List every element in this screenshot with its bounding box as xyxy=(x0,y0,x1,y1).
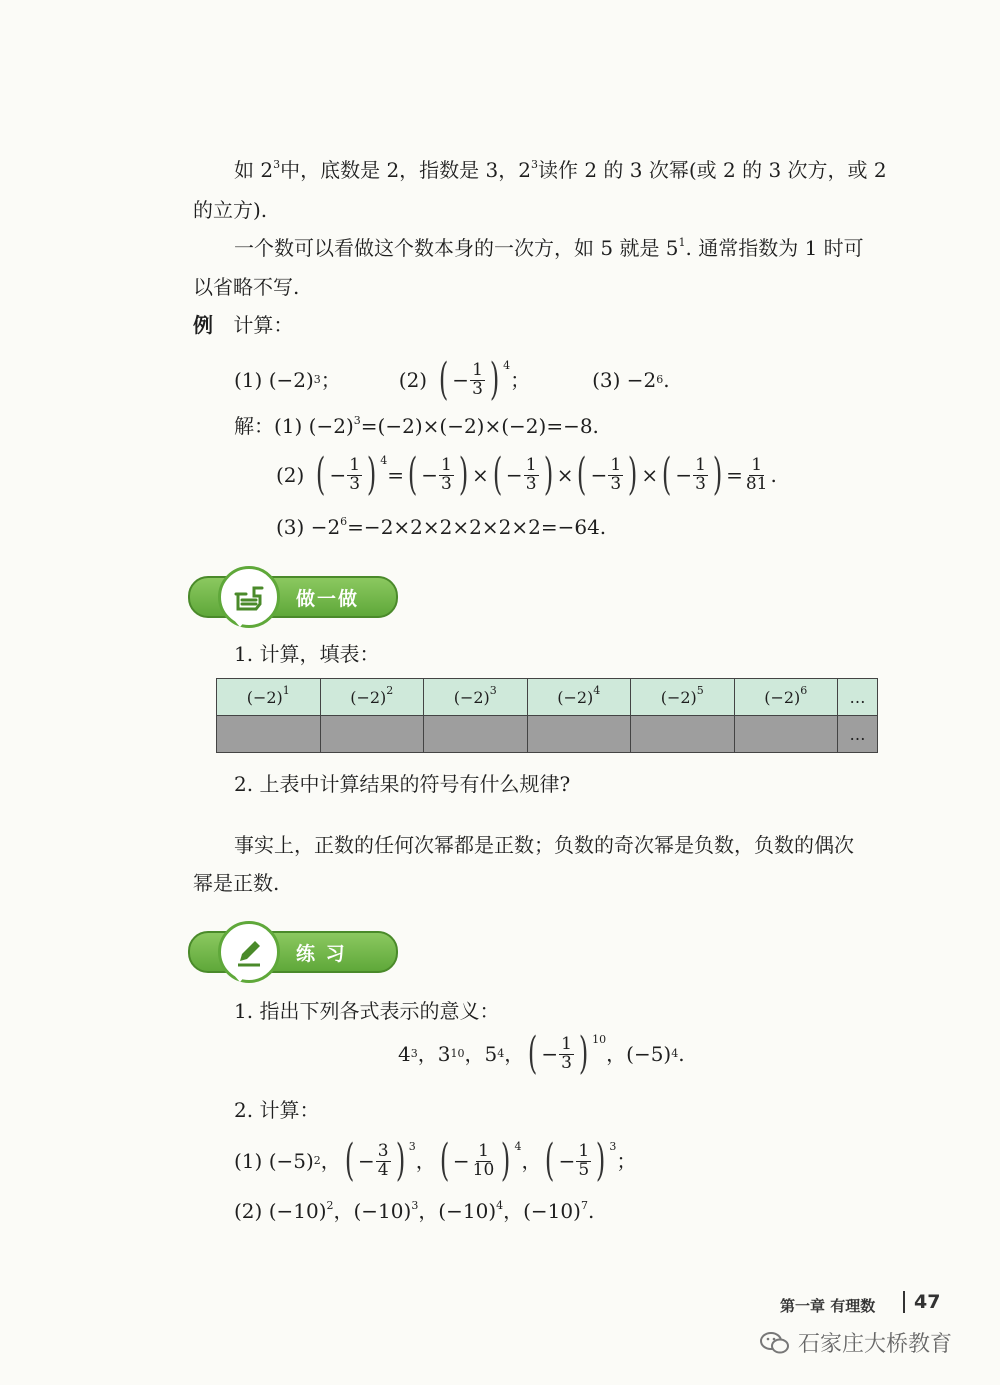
text: . xyxy=(587,1199,595,1223)
watermark-text: 石家庄大桥教育 xyxy=(798,1332,953,1357)
exp: 7 xyxy=(580,1199,588,1212)
term: ( − $\frac{1}{3}$ ) xyxy=(577,449,638,500)
table-cell: … xyxy=(838,679,878,716)
problem-1: (1) (−2) xyxy=(234,368,314,392)
page-number: 47 xyxy=(914,1291,941,1313)
exp: 4 xyxy=(496,1199,504,1212)
table-cell xyxy=(734,716,838,753)
banner-practice xyxy=(188,929,396,973)
text: =−2×2×2×2×2×2=−64. xyxy=(347,515,607,539)
text: (2) (−10) xyxy=(234,1199,327,1223)
exp: 6 xyxy=(340,515,348,528)
text: ，5 xyxy=(464,1042,498,1066)
text: 如 2 xyxy=(234,158,274,182)
pencil-icon xyxy=(218,921,280,983)
text: 中，底数是 2，指数是 3，2 xyxy=(280,158,531,182)
hand-icon xyxy=(218,566,280,628)
text: ，(−10) xyxy=(503,1199,581,1223)
intro-line-3 xyxy=(234,238,864,258)
intro-line-2: 的立方). xyxy=(193,198,268,222)
banner-label: 练 习 xyxy=(296,943,347,965)
wechat-icon xyxy=(760,1331,790,1355)
table-cell xyxy=(631,716,735,753)
example-problems: (1) (−2) 3 ； (2) ( − $\frac{1}{3}$ ) 4 ； (3) −2 6 . xyxy=(234,354,670,405)
banner-pointer xyxy=(233,974,247,982)
exp: 4 xyxy=(503,359,511,372)
text: 4 xyxy=(398,1042,411,1066)
expr-fraction-power: ( − $\frac{1}{10}$ ) 4 xyxy=(439,1135,522,1186)
footer-divider xyxy=(903,1291,905,1313)
term: ( − $\frac{1}{3}$ ) xyxy=(662,449,723,500)
chapter-title: 第一章 有理数 xyxy=(780,1297,876,1315)
text: 一个数可以看做这个数本身的一次方，如 5 就是 5 xyxy=(234,236,679,260)
table-cell: $(-2)^5$ xyxy=(631,679,735,716)
table-cell: $(-2)^2$ xyxy=(320,679,424,716)
intro-line-1 xyxy=(234,160,887,180)
problem-3: (3) −2 xyxy=(592,368,657,392)
text: 读作 2 的 3 次幂(或 2 的 3 次方，或 2 xyxy=(537,158,887,182)
text: =(−2)×(−2)×(−2)=−8. xyxy=(360,414,599,438)
table-row xyxy=(217,716,878,753)
exp: 3 xyxy=(273,158,281,171)
watermark xyxy=(760,1327,952,1358)
practice-q1: 1. 指出下列各式表示的意义： xyxy=(234,999,500,1023)
table-cell: $(-2)^4$ xyxy=(527,679,631,716)
term: ( − $\frac{1}{3}$ ) xyxy=(407,449,469,500)
text: ，(−10) xyxy=(333,1199,412,1223)
exp: 2 xyxy=(326,1199,334,1212)
fact-line-1: 事实上，正数的任何次幂都是正数；负数的奇次幂是负数，负数的偶次 xyxy=(234,833,854,857)
solution-1 xyxy=(234,416,599,436)
exp: 3 xyxy=(530,158,538,171)
power-table xyxy=(216,678,878,753)
example-heading xyxy=(193,315,293,335)
table-row xyxy=(217,679,878,716)
fraction: $\frac{1}{3}$ xyxy=(472,359,483,399)
table-cell: $(-2)^1$ xyxy=(217,679,321,716)
banner-pointer xyxy=(233,619,247,627)
expr-fraction-power: ( − $\frac{1}{3}$ ) 10 xyxy=(528,1028,607,1079)
table-cell xyxy=(424,716,528,753)
table-cell: … xyxy=(838,716,878,753)
banner-label: 做一做 xyxy=(296,588,360,610)
text: . xyxy=(663,368,670,392)
text: ； xyxy=(320,368,341,392)
practice-expressions: 4 3 ，3 10 ，5 4 ， ( − $\frac{1}{3}$ ) 10 ，(−5) 4 . xyxy=(398,1028,685,1079)
result-fraction: $\frac{1}{81}$ xyxy=(745,454,768,494)
text: (3) −2 xyxy=(276,515,341,539)
term: ( − $\frac{1}{3}$ ) xyxy=(492,449,553,500)
solution-2: (2) ( − $\frac{1}{3}$ ) 4 = ( − $\frac{1}{3}$ ) × ( − $\frac{1}{3}$ ) × ( − $\frac{1}{3}$ ) × ( − $\frac{1}{3}$ ) = $\frac{1}{81}$ . xyxy=(276,449,777,500)
exp: 3 xyxy=(411,1199,419,1212)
fact-line-2: 幂是正数. xyxy=(193,871,280,895)
text: (2) xyxy=(276,463,305,487)
table-cell xyxy=(527,716,631,753)
exp: 1 xyxy=(678,236,686,249)
text: (1) (−5) xyxy=(234,1149,314,1173)
example-label: 例 xyxy=(193,313,213,337)
text: . 通常指数为 1 时可 xyxy=(685,236,864,260)
exp: 3 xyxy=(353,414,361,427)
text: ，3 xyxy=(417,1042,451,1066)
example-text: 计算： xyxy=(233,313,294,337)
table-cell xyxy=(320,716,424,753)
text: ，(−10) xyxy=(418,1199,497,1223)
banner-try-it xyxy=(188,574,396,618)
practice-q2: 2. 计算： xyxy=(234,1098,320,1122)
activity-q1: 1. 计算，填表： xyxy=(234,642,380,666)
intro-line-4: 以省略不写. xyxy=(193,275,300,299)
activity-q2: 2. 上表中计算结果的符号有什么规律? xyxy=(234,772,571,796)
text: 解：(1) (−2) xyxy=(234,414,354,438)
text: ； xyxy=(510,368,531,392)
table-cell xyxy=(217,716,321,753)
solution-3 xyxy=(276,517,606,537)
expr-fraction-power: ( − $\frac{1}{5}$ ) 3 xyxy=(545,1135,617,1186)
expr-fraction-power: ( − $\frac{3}{4}$ ) 3 xyxy=(344,1135,416,1186)
table-cell: $(-2)^3$ xyxy=(424,679,528,716)
problem-2-label: (2) xyxy=(398,368,428,392)
practice-row-1: (1) (−5) 2 ， ( − $\frac{3}{4}$ ) 3 ， ( − $\frac{1}{10}$ ) 4 ， ( − $\frac{1}{5}$ ) 3 ； xyxy=(234,1135,637,1186)
practice-row-2 xyxy=(234,1201,594,1221)
problem-2-expr: ( − $\frac{1}{3}$ ) 4 xyxy=(438,354,511,405)
text: ，(−5) xyxy=(606,1042,672,1066)
term: ( − $\frac{1}{3}$ ) 4 xyxy=(316,449,388,500)
table-cell: $(-2)^6$ xyxy=(734,679,838,716)
